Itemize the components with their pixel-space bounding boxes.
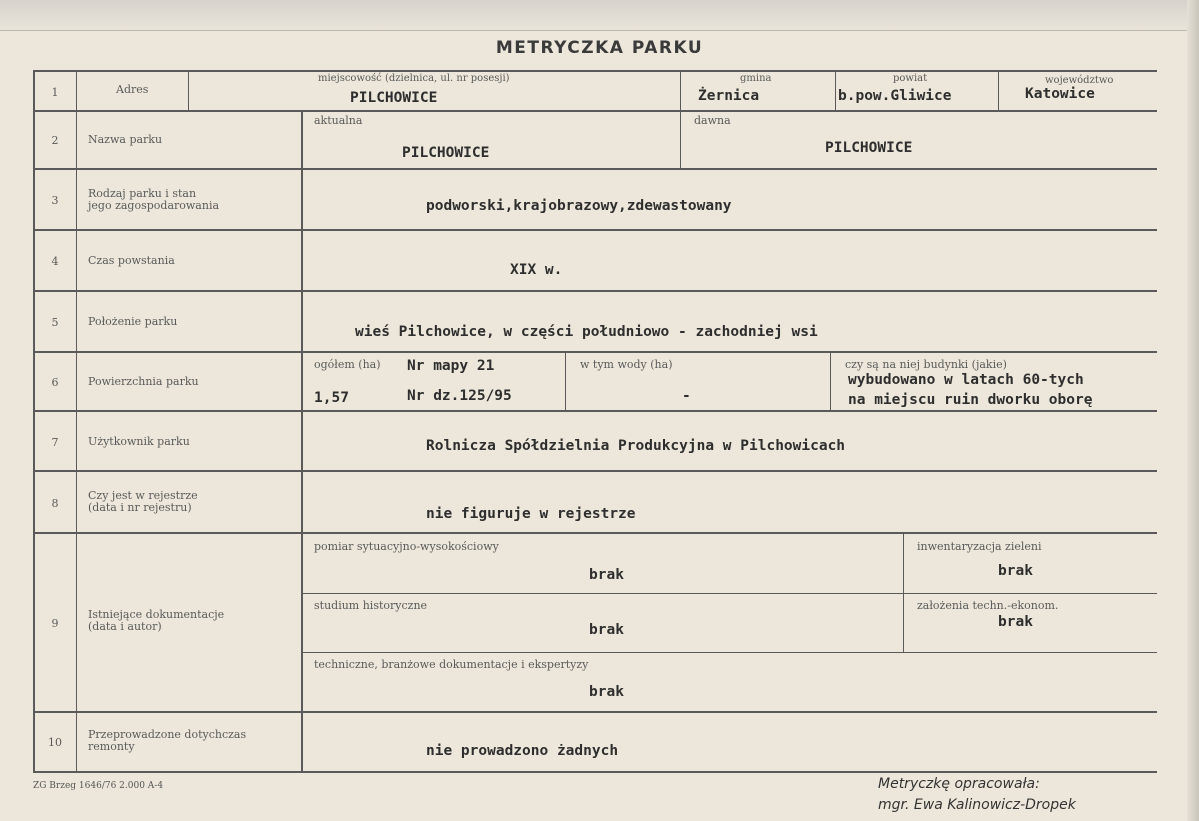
user-label: Użytkownik parku [88, 435, 190, 448]
address-label: Adres [116, 83, 149, 96]
register-label-line2: (data i nr rejestru) [88, 501, 192, 514]
page-top-edge [0, 0, 1199, 31]
location-label: Położenie parku [88, 315, 178, 328]
row-number: 10 [48, 736, 62, 749]
renovations-label-line2: remonty [88, 740, 135, 753]
total-area-caption: ogółem (ha) [314, 358, 381, 371]
row-number: 2 [51, 134, 59, 147]
voivodeship-value: Katowice [1025, 86, 1095, 102]
total-area-value: 1,57 [314, 390, 349, 406]
page-right-edge [1187, 0, 1199, 821]
register-label-line1: Czy jest w rejestrze [88, 489, 198, 502]
locality-value: PILCHOWICE [350, 90, 438, 106]
row-number: 7 [51, 436, 59, 449]
techno-economic-value: brak [998, 614, 1033, 630]
row-number: 8 [51, 497, 59, 510]
survey-value: brak [589, 567, 624, 583]
techno-economic-caption: założenia techn.-ekonom. [917, 599, 1059, 612]
documentation-label-line2: (data i autor) [88, 620, 162, 633]
county-value: b.pow.Gliwice [838, 88, 952, 104]
park-type-value: podworski,krajobrazowy,zdewastowany [426, 198, 732, 214]
user-value: Rolnicza Spółdzielnia Produkcyjna w Pilchowicach [426, 438, 846, 454]
former-name-caption: dawna [694, 114, 731, 127]
park-type-label-line2: jego zagospodarowania [88, 199, 220, 212]
row-number: 1 [51, 86, 59, 99]
buildings-value-line1: wybudowano w latach 60-tych [848, 372, 1084, 388]
row-number: 9 [51, 617, 59, 630]
greenery-inventory-value: brak [998, 563, 1033, 579]
creation-time-value: XIX w. [510, 262, 563, 278]
signature-line1: Metryczkę opracowała: [878, 776, 1040, 792]
county-caption: powiat [893, 73, 928, 84]
buildings-caption: czy są na niej budynki (jakie) [845, 358, 1007, 371]
renovations-label-line1: Przeprowadzone dotychczas [88, 728, 247, 741]
greenery-inventory-caption: inwentaryzacja zieleni [917, 540, 1042, 553]
voivodeship-caption: województwo [1045, 75, 1114, 86]
renovations-value: nie prowadzono żadnych [426, 743, 619, 759]
former-name-value: PILCHOWICE [825, 140, 913, 156]
documentation-label-line1: Istniejące dokumentacje [88, 608, 225, 621]
location-value: wieś Pilchowice, w części południowo - zachodniej wsi [355, 324, 818, 340]
historical-study-caption: studium historyczne [314, 599, 428, 612]
row-number: 4 [51, 255, 59, 268]
document-title: METRYCZKA PARKU [495, 38, 704, 58]
area-label: Powierzchnia parku [88, 375, 199, 388]
signature-line2: mgr. Ewa Kalinowicz-Dropek [878, 797, 1076, 813]
row-number: 5 [51, 316, 59, 329]
row-number: 6 [51, 376, 59, 389]
technical-docs-value: brak [589, 684, 624, 700]
register-value: nie figuruje w rejestrze [426, 506, 636, 522]
park-name-label: Nazwa parku [88, 133, 163, 146]
creation-time-label: Czas powstania [88, 254, 175, 267]
water-area-caption: w tym wody (ha) [580, 358, 673, 371]
commune-value: Żernica [698, 88, 760, 104]
park-type-label-line1: Rodzaj parku i stan [88, 187, 197, 200]
survey-caption: pomiar sytuacyjno-wysokościowy [314, 540, 499, 553]
plot-number-value: Nr dz.125/95 [407, 388, 512, 404]
historical-study-value: brak [589, 622, 624, 638]
row-number: 3 [51, 194, 59, 207]
technical-docs-caption: techniczne, branżowe dokumentacje i ekspertyzy [314, 658, 589, 671]
commune-caption: gmina [740, 73, 772, 84]
print-info: ZG Brzeg 1646/76 2.000 A-4 [33, 781, 164, 791]
buildings-value-line2: na miejscu ruin dworku oborę [848, 392, 1093, 408]
locality-caption: miejscowość (dzielnica, ul. nr posesji) [318, 73, 510, 84]
current-name-value: PILCHOWICE [402, 145, 490, 161]
current-name-caption: aktualna [314, 114, 363, 127]
water-area-value: - [682, 388, 691, 404]
map-number-value: Nr mapy 21 [407, 358, 495, 374]
